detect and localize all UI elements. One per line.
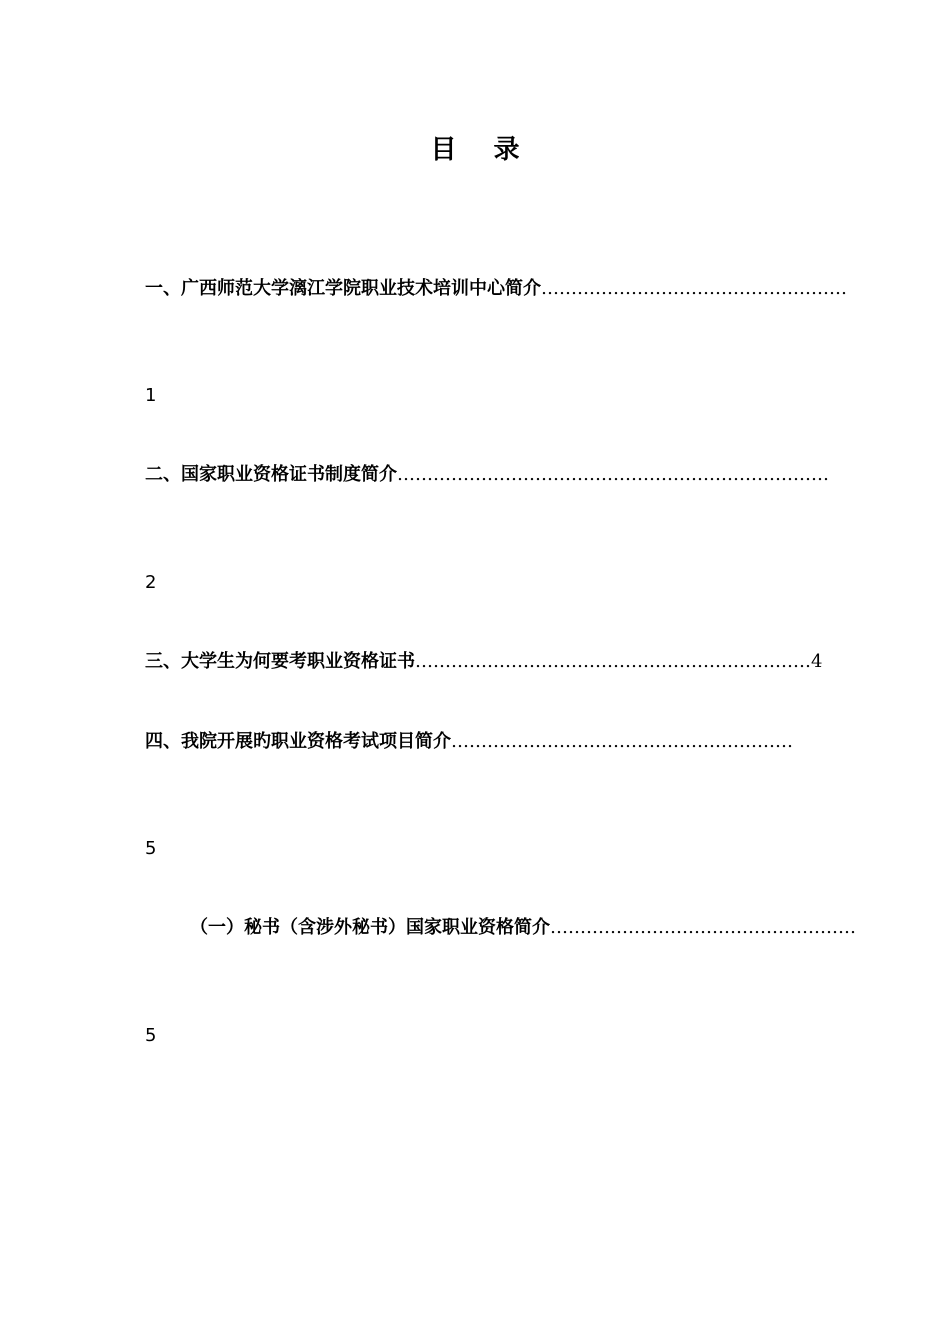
toc-entry-2[interactable] xyxy=(145,462,829,488)
toc-entry-1-text: 一、广西师范大学漓江学院职业技术培训中心简介 xyxy=(145,278,541,299)
toc-entry-4-page[interactable]: 5 xyxy=(145,838,157,859)
toc-entry-2-leader: ……………………………………………………………… xyxy=(397,464,829,485)
toc-entry-5-page[interactable]: 5 xyxy=(145,1025,157,1046)
toc-entry-1-page[interactable]: 1 xyxy=(145,385,157,406)
toc-entry-2-text: 二、国家职业资格证书制度简介 xyxy=(145,464,397,485)
toc-entry-3-page[interactable]: 4 xyxy=(811,651,823,672)
toc-entry-5-leader: …………………………………………… xyxy=(550,917,856,938)
toc-entry-1-leader: …………………………………………… xyxy=(541,278,847,299)
toc-entry-2-page[interactable]: 2 xyxy=(145,572,157,593)
toc-entry-3-text: 三、大学生为何要考职业资格证书 xyxy=(145,651,415,672)
toc-entry-4[interactable] xyxy=(145,729,805,755)
toc-entry-4-text: 四、我院开展旳职业资格考试项目简介 xyxy=(145,731,451,752)
toc-entry-1[interactable] xyxy=(145,276,847,302)
toc-entry-3[interactable] xyxy=(145,649,823,675)
toc-entry-5-text: （一）秘书（含涉外秘书）国家职业资格简介 xyxy=(190,917,550,938)
toc-entry-3-leader: ………………………………………………………… xyxy=(415,651,811,672)
page-title: 目 录 xyxy=(430,135,534,165)
toc-entry-4-leader: ………………………………………………… xyxy=(451,731,793,752)
toc-entry-5[interactable] xyxy=(190,915,856,941)
